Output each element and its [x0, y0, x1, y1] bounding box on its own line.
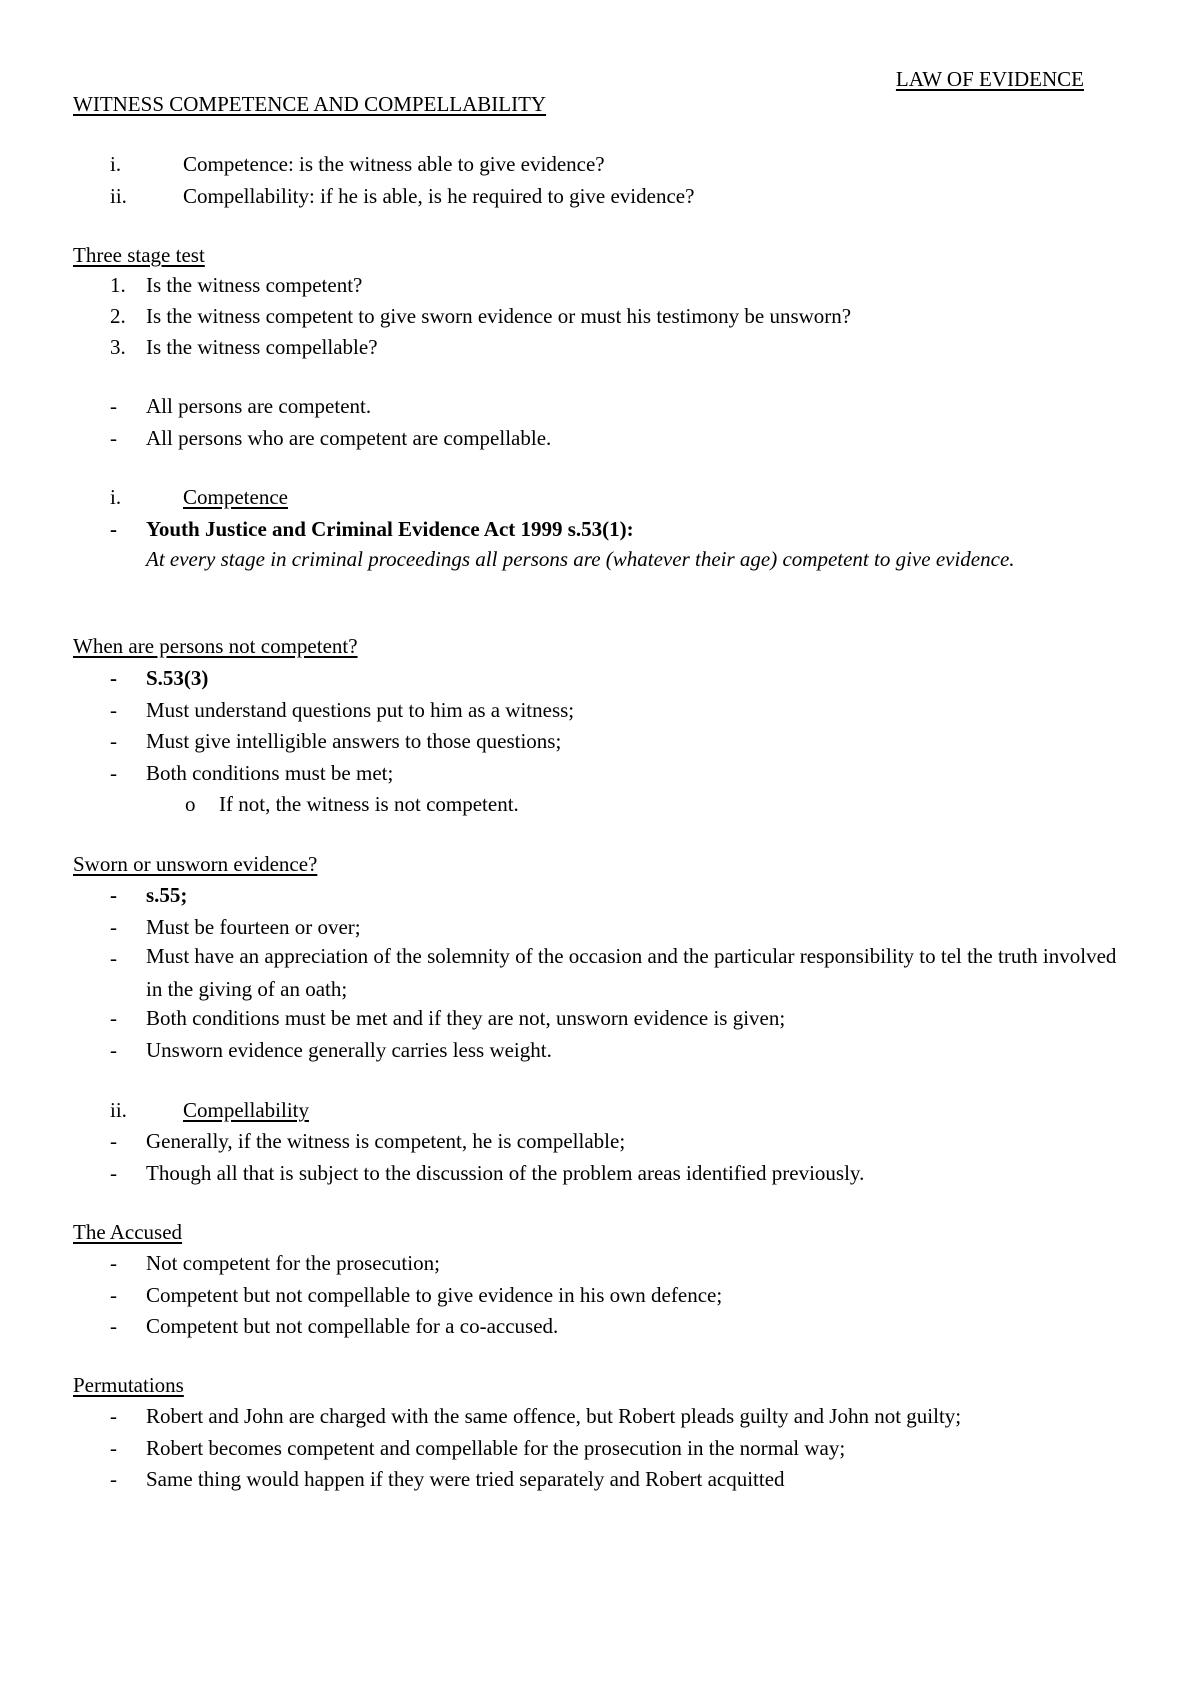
section-heading: Permutations	[73, 1373, 184, 1397]
list-item: Must be fourteen or over;	[146, 915, 361, 939]
intro-item: Competence: is the witness able to give evidence?	[183, 152, 605, 176]
list-item: All persons who are competent are compellable.	[146, 426, 552, 450]
dash-marker: -	[110, 517, 117, 541]
dash-marker: -	[110, 1404, 117, 1428]
number-marker: 1.	[110, 273, 126, 297]
dash-marker: -	[110, 666, 117, 690]
list-item: Is the witness competent?	[146, 273, 363, 297]
document-title: WITNESS COMPETENCE AND COMPELLABILITY	[73, 92, 547, 116]
list-item: Robert and John are charged with the same offence, but Robert pleads guilty and John not guilty;	[146, 1404, 962, 1428]
list-item: Both conditions must be met and if they are not, unsworn evidence is given;	[146, 1006, 786, 1030]
list-item: Same thing would happen if they were tried separately and Robert acquitted	[146, 1467, 785, 1491]
statute-reference: s.55;	[146, 883, 188, 907]
list-item: Must understand questions put to him as a witness;	[146, 698, 575, 722]
statute-quote: At every stage in criminal proceedings all persons are (whatever their age) competent to give evidence.	[146, 547, 1015, 571]
intro-item: Compellability: if he is able, is he required to give evidence?	[183, 184, 695, 208]
list-item: Competent but not compellable for a co-accused.	[146, 1314, 559, 1338]
list-item: Both conditions must be met;	[146, 761, 394, 785]
section-heading: Sworn or unsworn evidence?	[73, 852, 318, 876]
dash-marker: -	[110, 946, 117, 970]
dash-marker: -	[110, 1251, 117, 1275]
number-marker: 2.	[110, 304, 126, 328]
list-item: Is the witness compellable?	[146, 335, 378, 359]
roman-marker: i.	[110, 485, 122, 509]
dash-marker: -	[110, 1467, 117, 1491]
statute-reference: S.53(3)	[146, 666, 209, 690]
list-item: All persons are competent.	[146, 394, 372, 418]
list-item: Is the witness competent to give sworn evidence or must his testimony be unsworn?	[146, 304, 852, 328]
dash-marker: -	[110, 698, 117, 722]
subject-heading: LAW OF EVIDENCE	[895, 67, 1084, 91]
section-heading: Three stage test	[73, 243, 205, 267]
list-item: Unsworn evidence generally carries less weight.	[146, 1038, 552, 1062]
dash-marker: -	[110, 1129, 117, 1153]
dash-marker: -	[110, 1283, 117, 1307]
dash-marker: -	[110, 761, 117, 785]
list-item: Competent but not compellable to give evidence in his own defence;	[146, 1283, 723, 1307]
list-item: Must give intelligible answers to those questions;	[146, 729, 562, 753]
dash-marker: -	[110, 426, 117, 450]
dash-marker: -	[110, 729, 117, 753]
dash-marker: -	[110, 915, 117, 939]
dash-marker: -	[110, 1006, 117, 1030]
list-item: Must have an appreciation of the solemnity of the occasion and the particular responsibility to tel the truth involved in the giving of an oath;	[146, 944, 1117, 1001]
roman-marker: ii.	[110, 184, 127, 208]
roman-marker: i.	[110, 152, 122, 176]
dash-marker: -	[110, 1161, 117, 1185]
sub-list-item: If not, the witness is not competent.	[219, 792, 519, 816]
list-item: Robert becomes competent and compellable for the prosecution in the normal way;	[146, 1436, 846, 1460]
statute-reference: Youth Justice and Criminal Evidence Act 1999 s.53(1):	[146, 517, 634, 541]
number-marker: 3.	[110, 335, 126, 359]
section-heading: Compellability	[183, 1098, 309, 1122]
list-item: Not competent for the prosecution;	[146, 1251, 440, 1275]
roman-marker: ii.	[110, 1098, 127, 1122]
dash-marker: -	[110, 1314, 117, 1338]
section-heading: Competence	[183, 485, 288, 509]
section-heading: When are persons not competent?	[73, 634, 358, 658]
list-item: Generally, if the witness is competent, he is compellable;	[146, 1129, 626, 1153]
dash-marker: -	[110, 883, 117, 907]
dash-marker: -	[110, 1038, 117, 1062]
list-item: Though all that is subject to the discussion of the problem areas identified previously.	[146, 1161, 865, 1185]
dash-marker: -	[110, 394, 117, 418]
dash-marker: -	[110, 1436, 117, 1460]
sub-bullet-marker: o	[185, 792, 196, 816]
section-heading: The Accused	[73, 1220, 183, 1244]
